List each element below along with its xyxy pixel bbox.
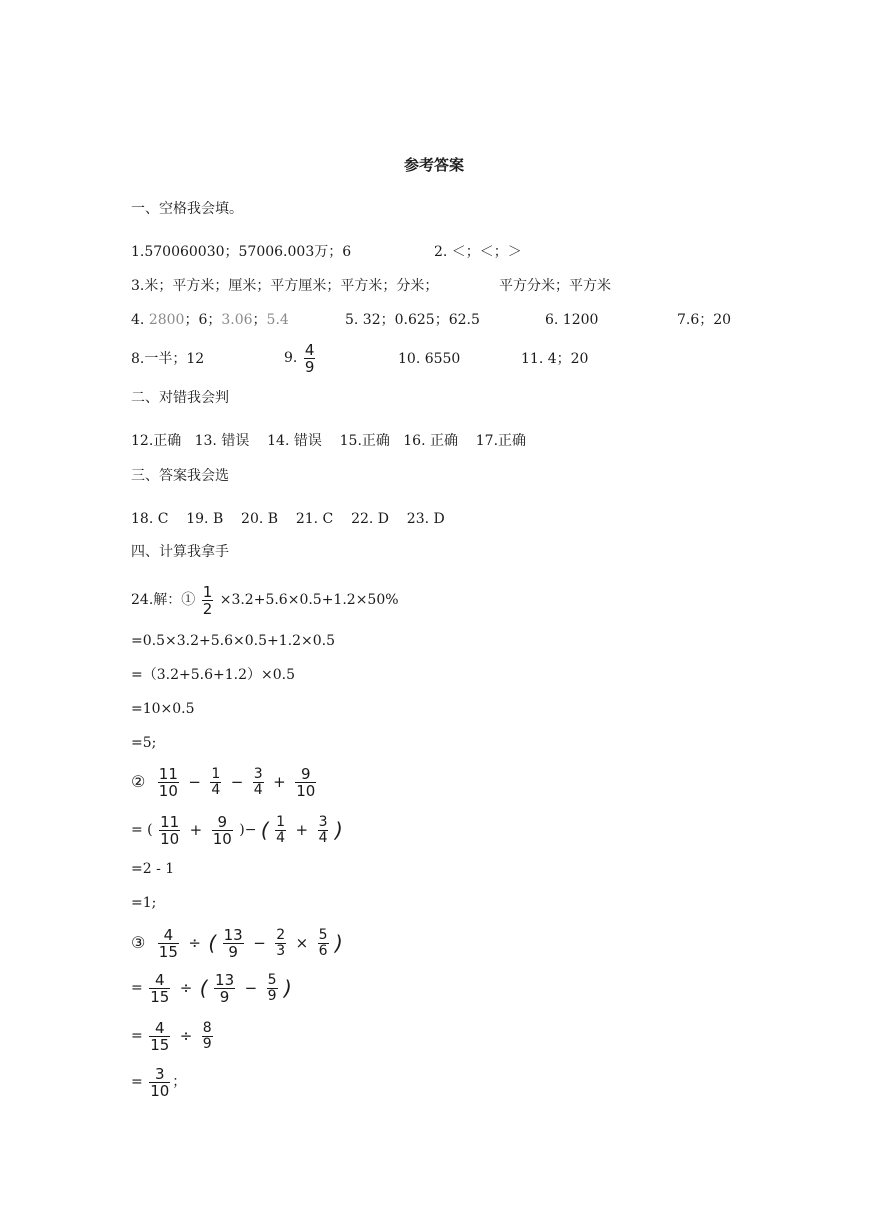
calc-3-step-3: [131, 1064, 186, 1100]
fraction: [149, 1020, 170, 1053]
fraction: [223, 927, 244, 960]
fraction: [253, 767, 264, 798]
fraction: [149, 1066, 170, 1099]
answer-9: [284, 340, 317, 376]
fraction: [202, 1021, 213, 1052]
fraction: [318, 815, 329, 846]
judge-answers: 12.正确 13. 错误 14. 错误 15.正确 16. 正确 17.正确: [131, 433, 527, 449]
calc-2-expression: [131, 764, 318, 800]
answer-4-prefix: 4.: [131, 312, 149, 328]
calc-2-marker: ②: [131, 772, 146, 791]
answer-4: [131, 311, 289, 329]
fraction: [210, 767, 221, 798]
fraction-numerator: 5: [318, 926, 328, 943]
minus-sign: −: [253, 934, 266, 952]
answer-2: 2. ＜；＜；＞: [434, 244, 522, 260]
right-paren: ): [283, 976, 292, 1000]
equals-sign: =: [131, 1074, 143, 1090]
fraction: [295, 766, 316, 799]
fraction-numerator: 3: [253, 765, 263, 782]
fraction-denominator: 10: [150, 1081, 170, 1100]
fraction-denominator: 9: [304, 357, 315, 376]
section-heading-judge: 二、对错我会判: [131, 390, 229, 406]
fraction-numerator: 4: [158, 927, 179, 944]
fraction-denominator: 6: [318, 942, 328, 959]
calc-3-step-2: [131, 1018, 215, 1054]
fraction: [214, 972, 235, 1005]
fraction-denominator: 2: [202, 599, 213, 618]
fraction-denominator: 4: [253, 781, 263, 798]
left-paren: (: [208, 931, 217, 955]
fraction-numerator: 1: [202, 582, 213, 601]
fraction-numerator: 13: [223, 925, 243, 944]
fraction-numerator: 1: [276, 813, 286, 830]
fraction-denominator: 3: [276, 942, 286, 959]
fraction-denominator: 9: [228, 942, 238, 961]
divide-sign: ÷: [179, 1027, 193, 1045]
fraction-denominator: 10: [158, 781, 178, 800]
calc-1-step-3: =10×0.5: [131, 701, 195, 717]
semicolon: ；: [172, 1074, 187, 1090]
fraction-denominator: 4: [276, 829, 286, 846]
calc-2-step-1: [131, 812, 343, 848]
minus-sign: −: [188, 773, 201, 791]
calc-1-expression: [131, 582, 399, 618]
fraction-denominator: 9: [267, 987, 277, 1004]
calc-3-step-1: [131, 970, 292, 1006]
answer-4-value-c: 5.4: [266, 312, 289, 328]
section-heading-fill: 一、空格我会填。: [131, 201, 243, 217]
fraction-denominator: 15: [150, 987, 170, 1006]
fraction-numerator: 3: [149, 1066, 170, 1083]
right-paren: ): [335, 931, 343, 955]
fraction: [318, 928, 329, 959]
fraction-denominator: 9: [202, 1035, 212, 1052]
answer-11: 11. 4；20: [521, 351, 589, 367]
choose-answers: 18. C 19. B 20. B 21. C 22. D 23. D: [131, 511, 445, 527]
fraction: [275, 815, 286, 846]
minus-sign: −: [244, 979, 258, 997]
fraction-numerator: 8: [202, 1019, 212, 1036]
right-paren: ): [334, 818, 343, 842]
divide-sign: ÷: [188, 934, 201, 952]
answer-9-prefix: 9.: [284, 350, 298, 366]
answer-7: 7.6；20: [677, 312, 732, 328]
calc-1-step-1: =0.5×3.2+5.6×0.5+1.2×0.5: [131, 633, 335, 649]
fraction: [212, 814, 233, 847]
answer-3-part-a: 3.米；平方米；厘米；平方厘米；平方米；分米；: [131, 278, 439, 294]
answer-4-value-a: 2800: [148, 312, 185, 328]
fraction-numerator: 4: [149, 1020, 170, 1037]
answer-6: 6. 1200: [545, 312, 599, 328]
page-title: 参考答案: [404, 156, 465, 174]
section-heading-choose: 三、答案我会选: [131, 468, 229, 484]
answer-4-value-b: 3.06: [221, 312, 253, 328]
calc-2-step-1-mid: )−: [239, 822, 257, 838]
fraction-numerator: 4: [304, 340, 315, 359]
times-sign: ×: [295, 934, 309, 952]
fraction-numerator: 5: [267, 971, 277, 988]
fraction-numerator: 3: [318, 813, 328, 830]
calc-2-step-2: =2 - 1: [131, 861, 175, 877]
fraction-numerator: 2: [276, 926, 286, 943]
fraction-denominator: 9: [219, 987, 230, 1006]
plus-sign: +: [189, 821, 203, 839]
fraction: [159, 814, 180, 847]
calc-1-rest: ×3.2+5.6×0.5+1.2×50%: [219, 592, 399, 608]
calc-3-expression: [131, 925, 343, 961]
answer-10: 10. 6550: [398, 351, 461, 367]
fraction-numerator: 11: [160, 812, 180, 831]
answer-4-sep: ；6；: [184, 312, 222, 328]
calc-1-step-4: =5;: [131, 735, 157, 751]
fraction-denominator: 10: [296, 781, 316, 800]
fraction-denominator: 10: [160, 829, 180, 848]
section-heading-calc: 四、计算我拿手: [131, 544, 229, 560]
answer-9-fraction: [304, 342, 316, 375]
equals-sign: =: [131, 980, 143, 996]
equals-sign: =: [131, 1028, 143, 1044]
fraction-denominator: 4: [318, 829, 328, 846]
fraction-numerator: 4: [149, 972, 170, 989]
minus-sign: −: [230, 773, 244, 791]
calc-1-step-2: =（3.2+5.6+1.2）×0.5: [131, 667, 295, 683]
fraction: [267, 973, 278, 1004]
divide-sign: ÷: [179, 979, 193, 997]
fraction-numerator: 9: [212, 814, 233, 831]
calc-2-step-3: =1;: [131, 895, 157, 911]
fraction-denominator: 10: [212, 829, 232, 848]
left-paren: (: [199, 976, 208, 1000]
fraction-numerator: 9: [295, 766, 316, 783]
plus-sign: +: [295, 821, 309, 839]
answer-3-part-b: 平方分米；平方米: [499, 278, 611, 294]
fraction: [158, 927, 179, 960]
left-paren: (: [260, 818, 269, 842]
calc-3-marker: ③: [131, 933, 146, 952]
answer-5: 5. 32；0.625；62.5: [345, 312, 480, 328]
answer-4-sep2: ；: [252, 312, 267, 328]
calc-1-fraction: [202, 584, 214, 617]
fraction-numerator: 11: [158, 764, 178, 783]
fraction-numerator: 1: [211, 765, 221, 782]
answer-1: 1.570060030；57006.003万；6: [131, 244, 352, 260]
fraction: [158, 766, 179, 799]
fraction: [275, 928, 286, 959]
fraction-denominator: 15: [158, 942, 178, 961]
fraction-numerator: 13: [215, 970, 235, 989]
answer-8: 8.一半；12: [131, 351, 205, 367]
fraction-denominator: 4: [211, 781, 221, 798]
calc-2-step-1-open: = (: [131, 822, 153, 838]
fraction-denominator: 15: [150, 1035, 170, 1054]
calc-1-prefix: 24.解：①: [131, 592, 196, 608]
fraction: [149, 972, 170, 1005]
plus-sign: +: [273, 773, 286, 791]
